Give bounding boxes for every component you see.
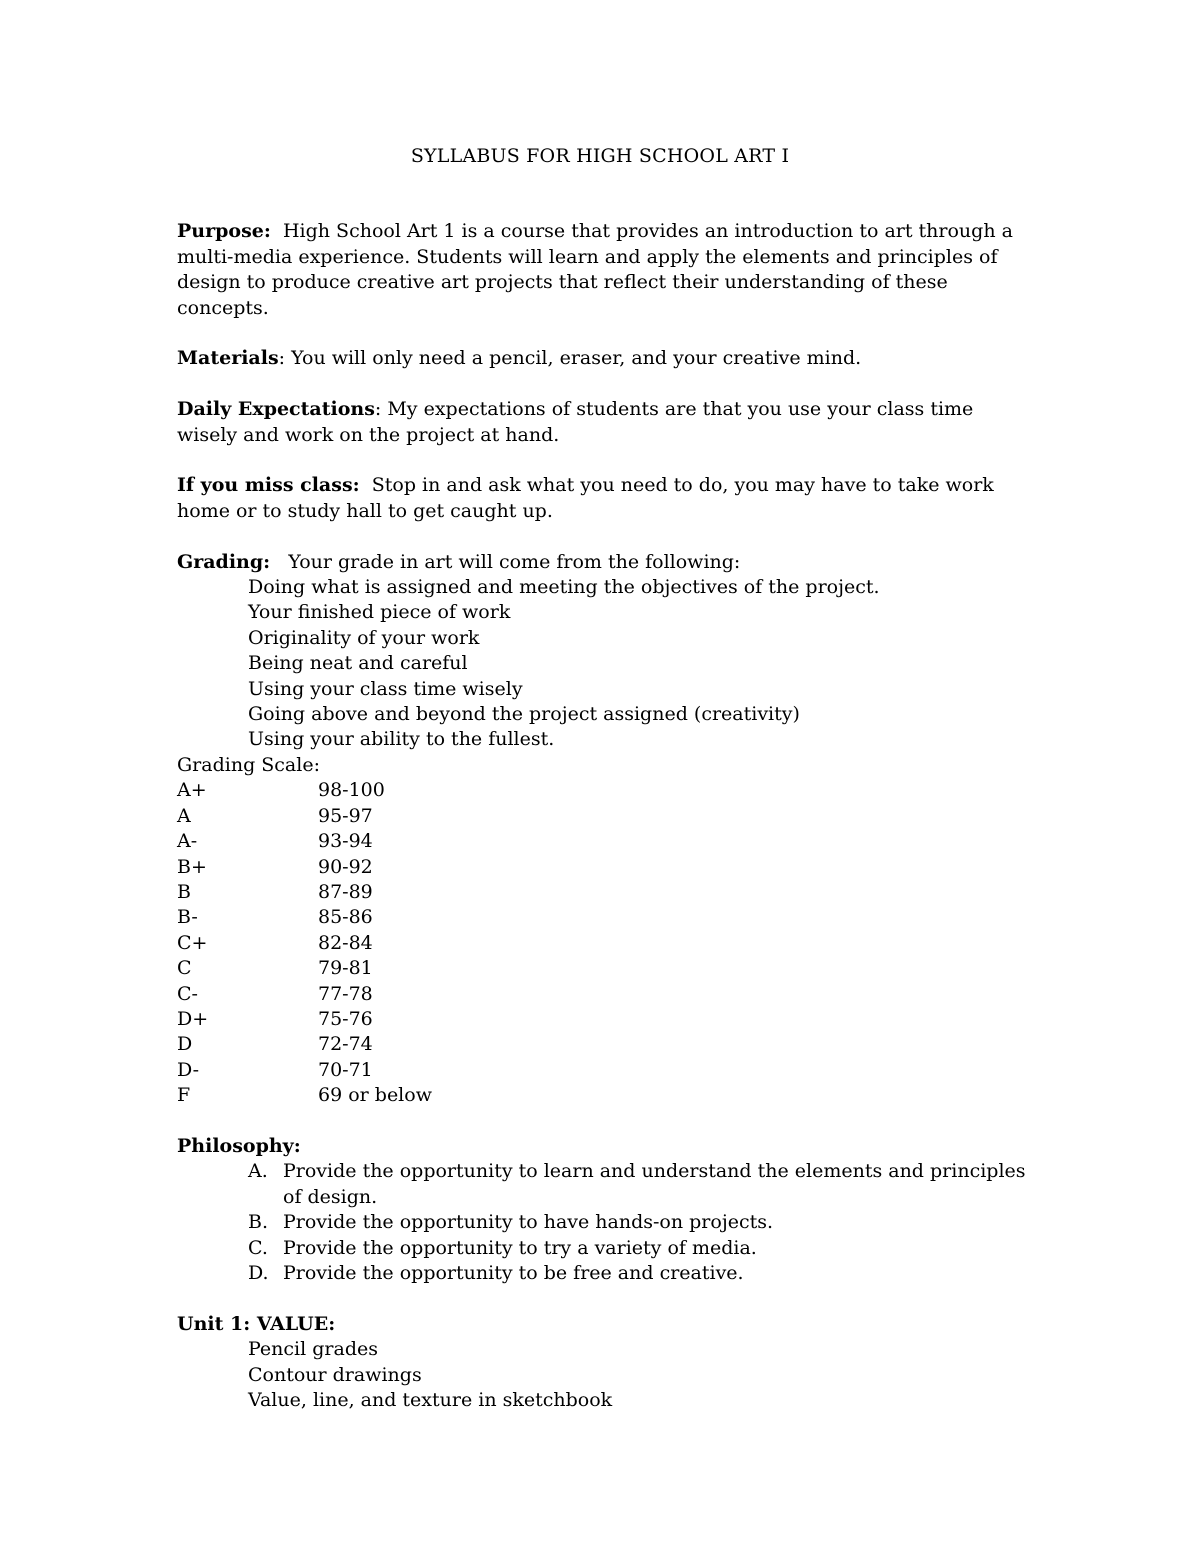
daily-expectations-label: Daily Expectations [177,398,375,421]
range-cell: 77-78 [318,982,373,1005]
materials-section [177,346,1027,371]
purpose-text: High School Art 1 is a course that provides an introduction to art through a multi-media experience. Students will learn and apply the elements and principles of design to produce creative art projects that reflect their understanding of these concepts. [177,220,1013,319]
table-row [177,956,432,981]
range-cell: 69 or below [318,1084,432,1107]
list-item [248,1236,1027,1261]
grade-cell: B+ [177,855,207,878]
list-item [248,1210,1027,1235]
table-row [177,880,432,905]
list-item: Value, line, and texture in sketchbook [248,1389,613,1411]
list-item: Pencil grades [248,1338,378,1361]
unit1-section [177,1312,1027,1414]
range-cell: 70-71 [318,1058,373,1081]
grading-scale-table [177,778,432,1108]
list-item [248,1261,1027,1286]
list-marker: D. [248,1261,269,1284]
purpose-section [177,219,1027,321]
table-row [177,1007,432,1032]
table-row [177,931,432,956]
list-item-text: Provide the opportunity to learn and understand the elements and principles of design. [283,1160,1026,1208]
grade-cell: B- [177,906,198,929]
miss-class-section [177,473,1027,524]
purpose-label: Purpose: [177,220,271,243]
range-cell: 87-89 [318,880,373,903]
list-marker: B. [248,1211,269,1234]
list-marker: C. [248,1236,268,1259]
grade-cell: C+ [177,931,208,954]
list-item-text: Provide the opportunity to try a variety of media. [283,1236,757,1259]
grade-cell: F [177,1084,191,1107]
document-body [177,144,1027,1413]
grading-section [177,550,1027,1109]
list-item: Your finished piece of work [248,601,511,624]
philosophy-section [177,1134,1027,1286]
list-marker: A. [248,1160,268,1183]
list-item: Contour drawings [248,1363,422,1386]
range-cell: 72-74 [318,1033,373,1056]
page-title: SYLLABUS FOR HIGH SCHOOL ART I [410,145,790,167]
materials-text: : You will only need a pencil, eraser, and your creative mind. [278,347,862,370]
philosophy-label: Philosophy: [177,1134,301,1157]
grade-cell: C [177,957,192,980]
grade-cell: B [177,880,191,903]
table-row [177,855,432,880]
grade-cell: D+ [177,1007,209,1030]
grading-heading [177,550,1027,575]
daily-expectations-text: : My expectations of students are that you use your class time wisely and work on the project at hand. [177,398,974,446]
list-item: Originality of your work [248,626,480,649]
grade-cell: A- [177,830,198,853]
table-row [177,1058,432,1083]
grading-criteria-list [177,575,1027,753]
list-item-text: Provide the opportunity to be free and creative. [283,1261,744,1284]
range-cell: 93-94 [318,830,373,853]
table-row [177,778,432,803]
table-row [177,982,432,1007]
grade-cell: C- [177,982,198,1005]
unit1-label: Unit 1: VALUE: [177,1312,336,1335]
range-cell: 79-81 [318,957,373,980]
range-cell: 98-100 [318,779,385,802]
list-item: Going above and beyond the project assigned (creativity) [248,703,800,726]
range-cell: 82-84 [318,931,373,954]
grade-cell: A+ [177,779,207,802]
grade-cell: A [177,804,191,827]
list-item: Doing what is assigned and meeting the objectives of the project. [248,576,880,599]
grading-label: Grading: [177,550,271,573]
grading-intro: Your grade in art will come from the following: [288,550,741,573]
grading-scale-label: Grading Scale: [177,753,320,776]
grade-cell: D- [177,1058,200,1081]
unit1-list [177,1337,1027,1413]
range-cell: 90-92 [318,855,373,878]
list-item [248,1159,1027,1210]
miss-class-label: If you miss class: [177,474,360,497]
list-item: Using your class time wisely [248,677,523,700]
list-item-text: Provide the opportunity to have hands-on projects. [283,1211,774,1234]
table-row [177,1032,432,1057]
philosophy-list [177,1159,1027,1286]
range-cell: 75-76 [318,1007,373,1030]
daily-expectations-section [177,397,1027,448]
range-cell: 95-97 [318,804,373,827]
table-row [177,905,432,930]
list-item: Using your ability to the fullest. [248,728,555,751]
range-cell: 85-86 [318,906,373,929]
miss-class-text: Stop in and ask what you need to do, you may have to take work home or to study hall to get caught up. [177,474,994,522]
materials-label: Materials [177,347,279,370]
table-row [177,1083,432,1108]
list-item: Being neat and careful [248,652,468,675]
table-row [177,804,432,829]
table-row [177,829,432,854]
grade-cell: D [177,1033,193,1056]
